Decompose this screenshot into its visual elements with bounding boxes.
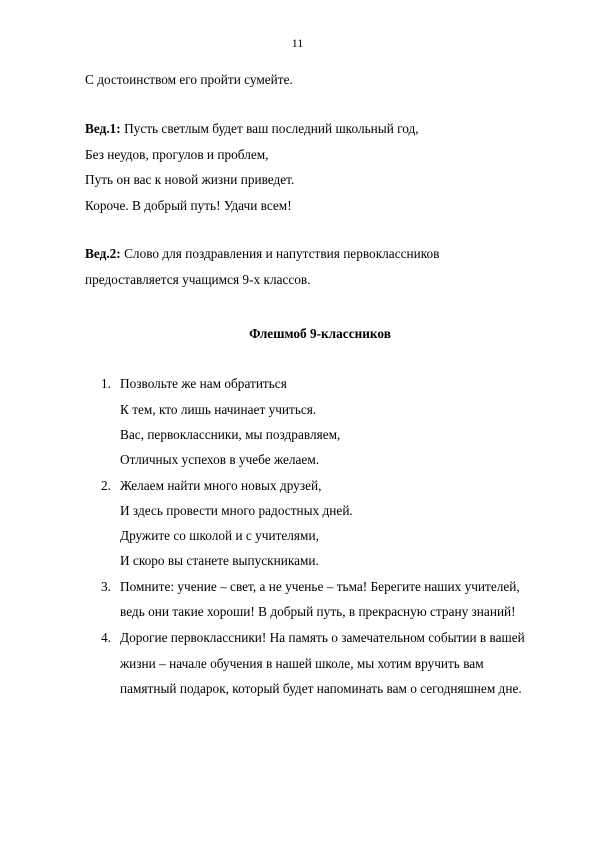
intro-line: С достоинством его пройти сумейте.	[85, 72, 293, 87]
text-line: предоставляется учащимся 9-х классов.	[85, 272, 311, 287]
list-line: Вас, первоклассники, мы поздравляем,	[120, 427, 341, 442]
list-line: жизни – начале обучения в нашей школе, мы хотим вручить вам	[120, 656, 484, 671]
list-line: Желаем найти много новых друзей,	[120, 478, 322, 493]
text-line: Слово для поздравления и напутствия первоклассников	[124, 246, 440, 261]
list-line: Позвольте же нам обратиться	[120, 376, 287, 391]
list-line: памятный подарок, который будет напоминать вам о сегодняшнем дне.	[120, 681, 522, 696]
verse-line: Без неудов, прогулов и проблем,	[85, 147, 269, 162]
list-line: Дорогие первоклассники! На память о замечательном событии в вашей	[120, 630, 525, 645]
speaker-line	[85, 121, 419, 137]
verse-line: Пусть светлым будет ваш последний школьный год,	[124, 121, 419, 136]
list-line: Помните: учение – свет, а не ученье – тьма! Берегите наших учителей,	[120, 579, 520, 594]
list-line: ведь они такие хороши! В добрый путь, в прекрасную страну знаний!	[120, 604, 516, 619]
list-line: Отличных успехов в учебе желаем.	[120, 452, 320, 467]
speaker-label: Вед.2:	[85, 246, 121, 261]
speaker-label: Вед.1:	[85, 121, 121, 136]
list-number: 4.	[101, 630, 111, 645]
page-number: 11	[291, 36, 304, 50]
section-title: Флешмоб 9-классников	[249, 326, 391, 341]
list-line: И скоро вы станете выпускниками.	[120, 553, 319, 568]
speaker-line	[85, 246, 439, 262]
list-line: И здесь провести много радостных дней.	[120, 503, 353, 518]
list-line: К тем, кто лишь начинает учиться.	[120, 402, 317, 417]
list-number: 1.	[101, 376, 111, 391]
list-number: 3.	[101, 579, 111, 594]
list-line: Дружите со школой и с учителями,	[120, 528, 319, 543]
list-number: 2.	[101, 478, 111, 493]
verse-line: Путь он вас к новой жизни приведет.	[85, 172, 295, 187]
verse-line: Короче. В добрый путь! Удачи всем!	[85, 198, 292, 213]
